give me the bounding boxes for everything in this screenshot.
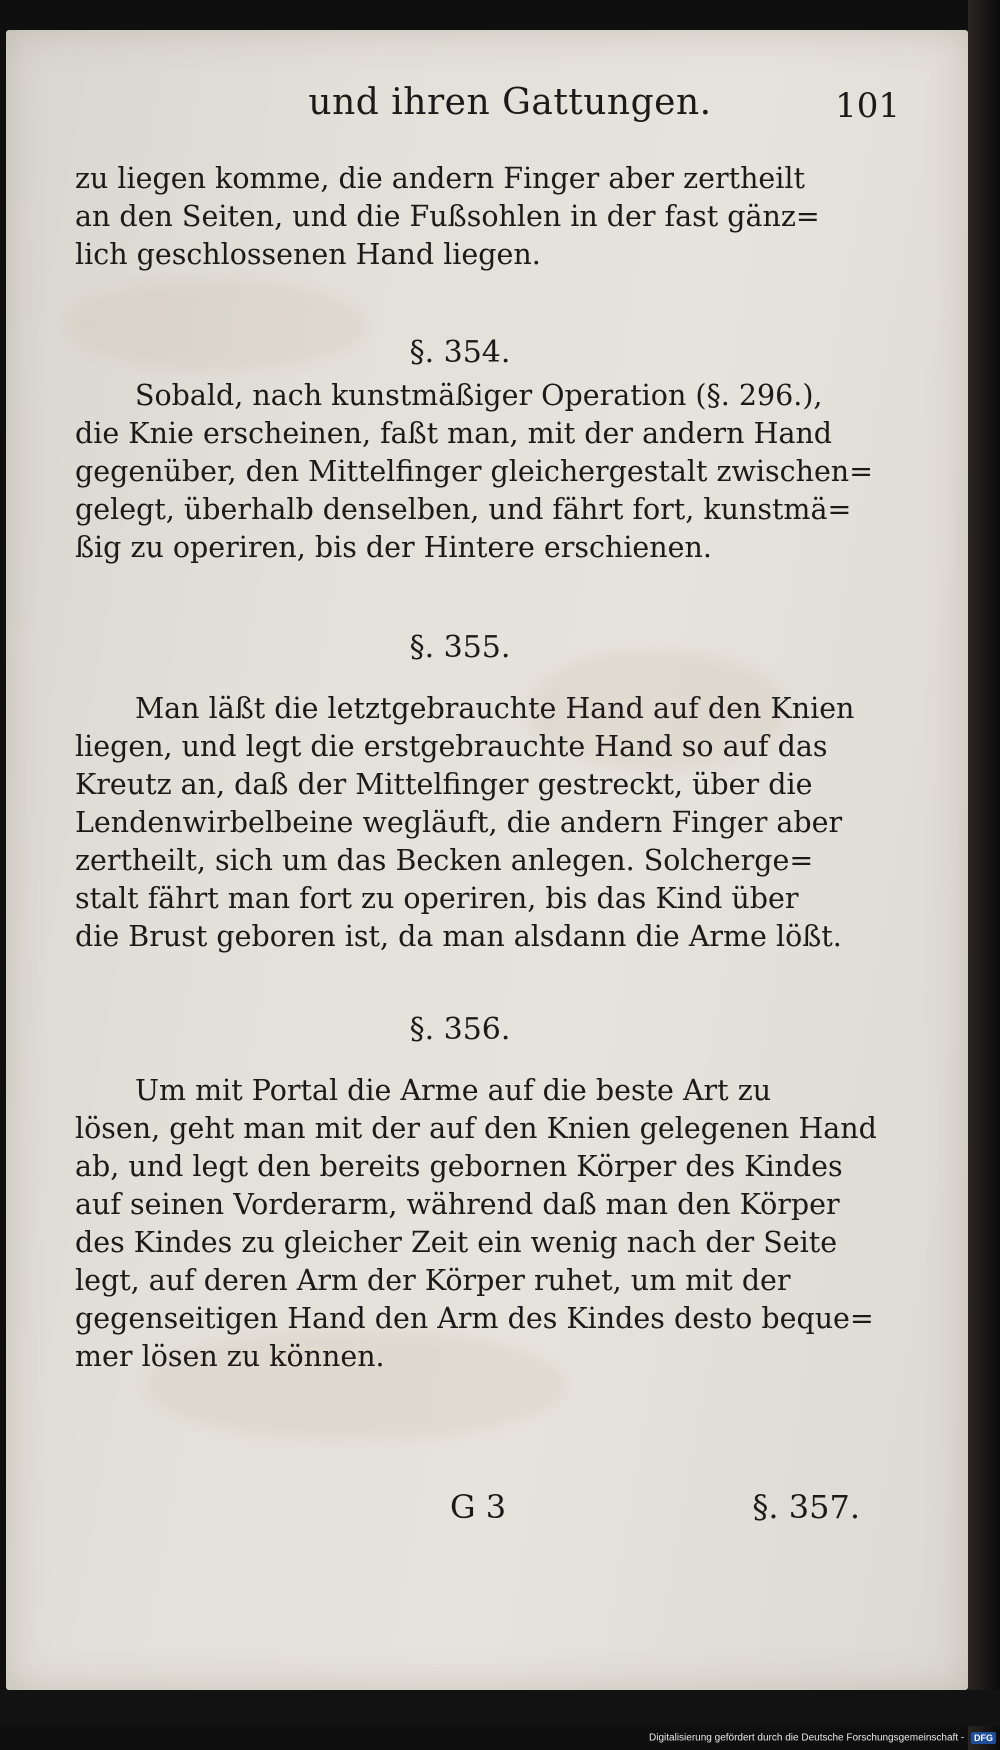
digitization-credit [500,1732,996,1744]
credit-text: Digitalisierung gefördert durch die Deutsche Forschungsgemeinschaft - [649,1732,965,1744]
page-number: 101 [835,86,900,126]
catchword: §. 357. [752,1488,860,1526]
section-356-line: Um mit Portal die Arme auf die beste Art zu [135,1074,772,1107]
section-356-line: mer lösen zu können. [75,1340,385,1373]
section-356-line: lösen, geht man mit der auf den Knien gelegenen Hand [75,1112,877,1145]
section-356-line: gegenseitigen Hand den Arm des Kindes desto beque= [75,1302,874,1335]
section-356-line: des Kindes zu gleicher Zeit ein wenig nach der Seite [75,1226,838,1259]
section-heading-356: §. 356. [409,1012,511,1047]
section-356-line: legt, auf deren Arm der Körper ruhet, um mit der [75,1264,791,1297]
section-354-line: die Knie erscheinen, faßt man, mit der andern Hand [75,417,833,450]
intro-line: zu liegen komme, die andern Finger aber zertheilt [75,162,805,195]
section-356-line: auf seinen Vorderarm, während daß man den Körper [75,1188,840,1221]
section-355-line: liegen, und legt die erstgebrauchte Hand so auf das [75,730,828,763]
section-354-line: gegenüber, den Mittelfinger gleichergestalt zwischen= [75,455,874,488]
section-heading-354: §. 354. [409,335,511,370]
section-355-line: stalt fährt man fort zu operiren, bis das Kind über [75,882,799,915]
section-355-line: die Brust geboren ist, da man alsdann die Arme lößt. [75,920,842,953]
intro-line: lich geschlossenen Hand liegen. [75,238,541,271]
book-edge [968,0,1000,1750]
section-heading-355: §. 355. [409,630,511,665]
dfg-logo: DFG [971,1732,996,1744]
running-header: und ihren Gattungen. [308,82,712,123]
section-356-line: ab, und legt den bereits gebornen Körper des Kindes [75,1150,843,1183]
section-354-line: ßig zu operiren, bis der Hintere erschienen. [75,531,712,564]
intro-line: an den Seiten, und die Fußsohlen in der fast gänz= [75,200,820,233]
section-355-line: Kreutz an, daß der Mittelfinger gestreckt, über die [75,768,813,801]
section-355-line: Lendenwirbelbeine wegläuft, die andern Finger aber [75,806,843,839]
section-354-line: gelegt, überhalb denselben, und fährt fort, kunstmä= [75,493,852,526]
signature-mark: G 3 [450,1488,507,1526]
section-355-line: zertheilt, sich um das Becken anlegen. Solcherge= [75,844,814,877]
section-354-line: Sobald, nach kunstmäßiger Operation (§. 296.), [135,379,823,412]
bottom-band [0,1690,1000,1726]
section-355-line: Man läßt die letztgebrauchte Hand auf den Knien [135,692,855,725]
